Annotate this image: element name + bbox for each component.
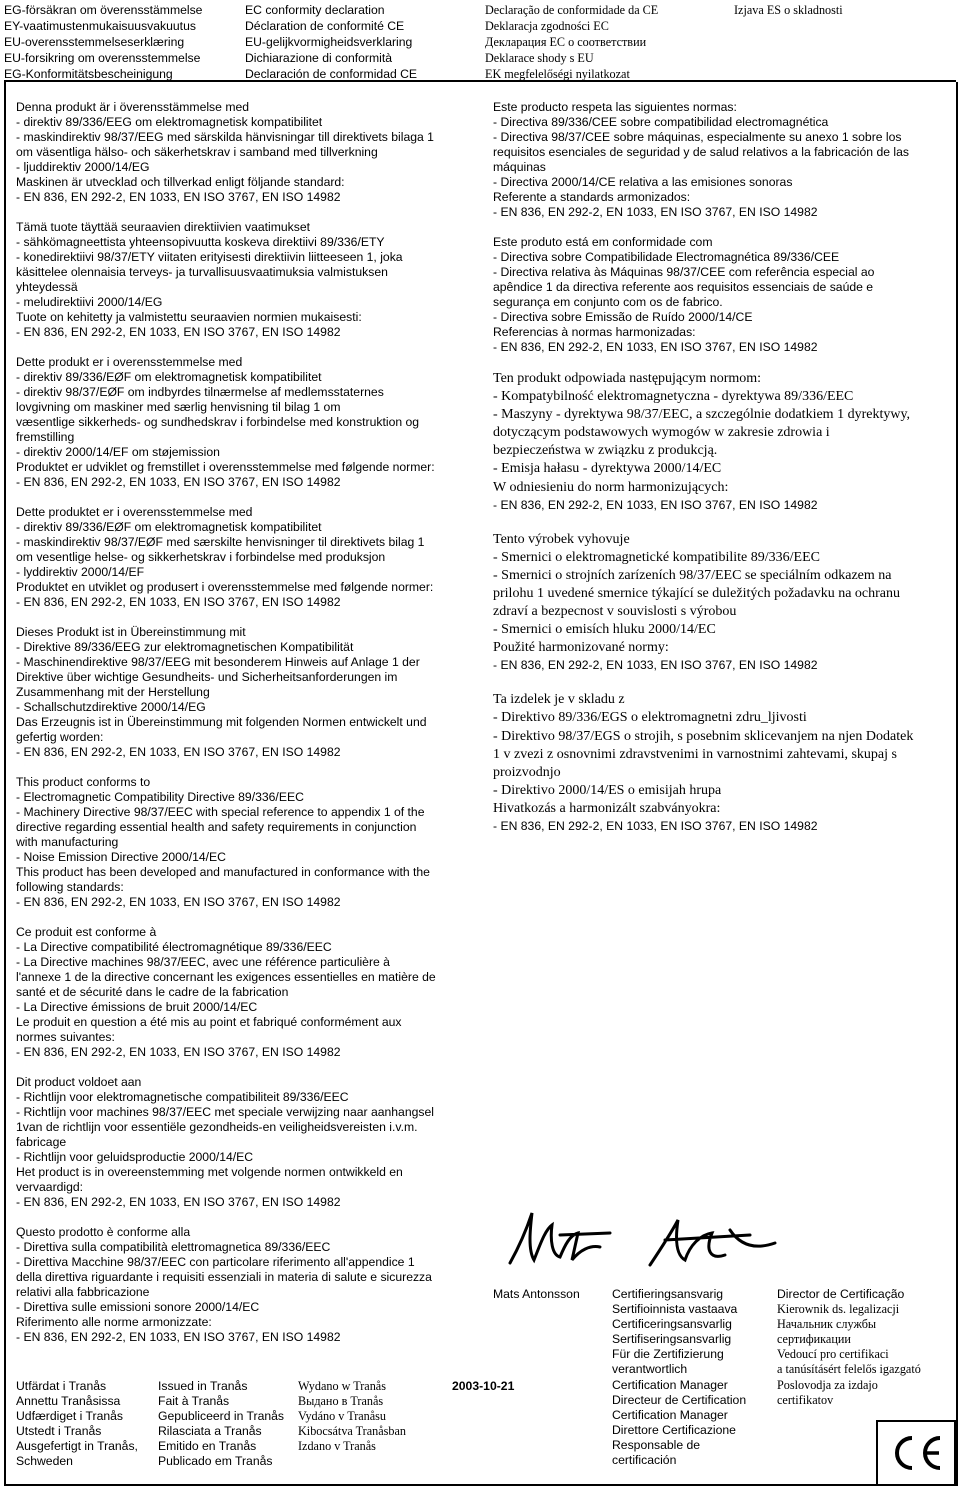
text-line: om vesentlige helse- og sikkerhetskrav i forbindelse med produksjon — [16, 550, 386, 564]
text-line: - EN 836, EN 292-2, EN 1033, EN ISO 3767, EN ISO 14982 — [16, 1330, 341, 1344]
text-line: - Direktivo 89/336/EGS o elektromagnetni zdru_ljivosti — [493, 710, 807, 726]
text-line: - Maszyny - dyrektywa 98/37/EEC, a szczególnie dodatkiem 1 dyrektywy, — [493, 407, 911, 423]
text-line: - Machinery Directive 98/37/EEC with special reference to appendix 1 of the — [16, 805, 425, 819]
header-line: Declaração de conformidade da CE — [485, 3, 659, 17]
left-column — [16, 100, 486, 1360]
text-line: fremstilling — [16, 430, 75, 444]
role-line: Vedoucí pro certifikaci — [777, 1347, 889, 1362]
issued-line: Annettu Tranåsissa — [16, 1394, 121, 1409]
text-line: - EN 836, EN 292-2, EN 1033, EN ISO 3767, EN ISO 14982 — [16, 595, 341, 609]
text-line: following standards: — [16, 880, 124, 894]
text-line: yhteydessä — [16, 280, 78, 294]
text-line: W odniesieniu do norm harmonizujących: — [493, 479, 729, 495]
header-col-3 — [485, 2, 658, 82]
text-line: - Schallschutzdirektive 2000/14/EG — [16, 700, 206, 714]
text-line: - Directiva sobre Emissão de Ruído 2000/14/CE — [493, 310, 753, 324]
text-line: This product has been developed and manufactured in conformance with the — [16, 865, 430, 879]
text-line: Použité harmonizované normy: — [493, 640, 669, 656]
text-line: - Direttiva sulla compatibilità elettromagnetica 89/336/EEC — [16, 1240, 331, 1254]
declaration-block — [16, 505, 486, 610]
text-line: - EN 836, EN 292-2, EN 1033, EN ISO 3767, EN ISO 14982 — [16, 1195, 341, 1209]
header-line: Deklaracja zgodności EC — [485, 19, 609, 33]
text-line: - EN 836, EN 292-2, EN 1033, EN ISO 3767, EN ISO 14982 — [16, 325, 341, 339]
text-line: - meludirektiivi 2000/14/EG — [16, 295, 163, 309]
text-line: - Electromagnetic Compatibility Directive 89/336/EEC — [16, 790, 304, 804]
declaration-block — [16, 625, 486, 760]
text-line: l'annexe 1 de la directive concernant les exigences essentielles en matière de — [16, 970, 436, 984]
text-line: Das Erzeugnis ist in Übereinstimmung mit folgenden Normen entwickelt und — [16, 715, 427, 729]
text-line: - Emisja hałasu - dyrektywa 2000/14/EC — [493, 461, 722, 477]
header-col-2 — [245, 2, 417, 82]
text-line: zdraví a bezpecnost v souvislosti s výrobou — [493, 604, 737, 620]
text-line: Le produit en question a été mis au point et fabriqué conformément aux — [16, 1015, 402, 1029]
right-column — [493, 100, 948, 852]
issued-line: Fait à Tranås — [158, 1394, 230, 1409]
declaration-block — [493, 100, 948, 220]
text-line: - Direttiva sulle emissioni sonore 2000/14/EC — [16, 1300, 260, 1314]
header-line: EU-forsikring om overensstemmelse — [4, 51, 201, 65]
text-line: - La Directive machines 98/37/EEC, avec une référence particulière à — [16, 955, 390, 969]
issued-line: Rilasciata a Tranås — [158, 1424, 262, 1439]
text-line: - Direktivo 2000/14/ES o emisijah hrupa — [493, 782, 722, 798]
text-line: Ce produit est conforme à — [16, 925, 157, 939]
role-line: Certifieringsansvarig — [612, 1287, 724, 1301]
issued-line: Ausgefertigt in Tranås, — [16, 1439, 138, 1454]
text-line: Direktive über wichtige Gesundheits- und Sicherheitsanforderungen im — [16, 670, 398, 684]
header-line: Декларация ЕС о соответствии — [485, 35, 647, 49]
ce-mark — [876, 1420, 956, 1486]
role-line: Sertifiseringsansvarlig — [612, 1332, 732, 1347]
text-line: - Richtlijn voor elektromagnetische compatibiliteit 89/336/EEC — [16, 1090, 349, 1104]
header-line: EG-försäkran om överensstämmelse — [4, 3, 203, 17]
header — [4, 0, 956, 82]
text-line: - Noise Emission Directive 2000/14/EC — [16, 850, 226, 864]
text-line: - maskindirektiv 98/37/EØF med særskilte henvisninger til direktivets bilag 1 — [16, 535, 425, 549]
text-line: 1van de richtlijn voor essentiële gezondheids-en veiligheidsvereisten i.v.m. — [16, 1120, 418, 1134]
text-line: Dit product voldoet aan — [16, 1075, 142, 1089]
role-line: Certification Manager — [612, 1377, 728, 1392]
text-line: - EN 836, EN 292-2, EN 1033, EN ISO 3767, EN ISO 14982 — [493, 205, 818, 219]
issued-col-2 — [158, 1379, 284, 1470]
text-line: vervaardigd: — [16, 1180, 84, 1194]
header-line: Declaración de conformidad CE — [245, 67, 418, 81]
signature-image — [500, 1205, 800, 1275]
text-line: - Smernici o strojních zarízeních 98/37/EEC se speciálním odkazem na — [493, 567, 892, 583]
text-line: prilohu 1 uvedené smernice týkající se duležitých požadavku na ochranu — [493, 585, 901, 601]
declaration-block — [493, 235, 948, 355]
text-line: - Richtlijn voor machines 98/37/EEC met speciale verwijzing naar aanhangsel — [16, 1105, 434, 1119]
text-line: della direttiva riguardante i requisiti essenziali in materia di salute e sicurezza — [16, 1270, 432, 1284]
text-line: Maskinen är utvecklad och tillverkad enligt följande standard: — [16, 175, 345, 189]
role-line: Für die Zertifizierung — [612, 1347, 724, 1362]
declaration-block — [16, 220, 486, 340]
header-line: Déclaration de conformité CE — [245, 19, 405, 33]
text-line: - EN 836, EN 292-2, EN 1033, EN ISO 3767, EN ISO 14982 — [16, 475, 341, 489]
issued-line: Vydáno v Tranåsu — [298, 1409, 387, 1424]
role-line: Certification Manager — [612, 1407, 728, 1422]
text-line: - Directiva sobre Compatibilidade Electromagnética 89/336/CEE — [493, 250, 840, 264]
text-line: käsittelee olennaisia terveys- ja turvallisuusvaatimuksia valmistuksen — [16, 265, 388, 279]
norms-line: - EN 836, EN 292-2, EN 1033, EN ISO 3767, EN ISO 14982 — [493, 818, 818, 833]
text-line: - ljuddirektiv 2000/14/EG — [16, 160, 150, 174]
text-line: - Direktivo 98/37/EGS o strojih, s posebnim sklicevanjem na njen Dodatek — [493, 728, 914, 744]
role-line: certifikatov — [777, 1392, 834, 1407]
role-line: a tanúsításért felelős igazgató — [777, 1362, 921, 1377]
text-line: - maskindirektiv 98/37/EEG med särskilda hänvisningar till direktivets bilaga 1 — [16, 130, 434, 144]
role-line: Poslovodja za izdajo — [777, 1377, 878, 1392]
text-line: - Direttiva Macchine 98/37/EEC con particolare riferimento all'appendice 1 — [16, 1255, 415, 1269]
issued-line: Gepubliceerd in Tranås — [158, 1409, 285, 1424]
text-line: - La Directive compatibilité électromagnétique 89/336/EEC — [16, 940, 332, 954]
text-line: Tento výrobek vyhovuje — [493, 531, 630, 547]
text-line: om väsentliga hälso- och säkerhetskrav i samband med tillverkning — [16, 145, 378, 159]
header-col-1 — [4, 2, 202, 82]
header-line: EG-Konformitätsbescheinigung — [4, 67, 173, 81]
norms-line: - EN 836, EN 292-2, EN 1033, EN ISO 3767, EN ISO 14982 — [493, 658, 818, 673]
text-line: segurança em conjunto com os de fabrico. — [493, 295, 723, 309]
text-line: Tuote on kehitetty ja valmistettu seuraavien normien mukaisesti: — [16, 310, 362, 324]
role-line: Kierownik ds. legalizacji — [777, 1302, 900, 1317]
issued-line: Utfärdat i Tranås — [16, 1379, 107, 1393]
signatory-name: Mats Antonsson — [493, 1287, 580, 1301]
declaration-block — [16, 1075, 486, 1210]
issued-line: Wydano w Tranås — [298, 1379, 386, 1393]
text-line: - Richtlijn voor geluidsproductie 2000/14/EC — [16, 1150, 254, 1164]
text-line: Este produto está em conformidade com — [493, 235, 713, 249]
text-line: - Directiva 98/37/CEE sobre máquinas, especialmente su anexo 1 sobre los — [493, 130, 902, 144]
text-line: gefertig worden: — [16, 730, 104, 744]
text-line: - EN 836, EN 292-2, EN 1033, EN ISO 3767, EN ISO 14982 — [16, 895, 341, 909]
text-line: - direktiv 2000/14/EF om støjemission — [16, 445, 220, 459]
issued-line: Emitido en Tranås — [158, 1439, 257, 1454]
declaration-block — [16, 355, 486, 490]
issued-line: Izdano v Tranås — [298, 1439, 376, 1454]
header-line: Izjava ES o skladnosti — [734, 3, 843, 17]
role-line: Director de Certificação — [777, 1287, 905, 1301]
text-line: - direktiv 98/37/EØF om indbyrdes tilnærmelse af medlemsstaternes — [16, 385, 384, 399]
text-line: bezpieczeństwa w związku z produkcją. — [493, 443, 718, 459]
header-line: Dichiarazione di conformità — [245, 51, 392, 65]
declaration-block — [16, 100, 486, 205]
role-line: verantwortlich — [612, 1362, 688, 1377]
text-line: Ten produkt odpowiada następującym normom: — [493, 371, 762, 386]
header-line: Deklarace shody s EU — [485, 51, 594, 65]
text-line: directive regarding essential health and safety requirements in conjunction — [16, 820, 417, 834]
text-line: - lyddirektiv 2000/14/EF — [16, 565, 145, 579]
role-line: сертификации — [777, 1332, 851, 1347]
role-line: Certificeringsansvarlig — [612, 1317, 732, 1332]
header-line: EY-vaatimustenmukaisuusvakuutus — [4, 19, 196, 33]
text-line: - Directiva relativa às Máquinas 98/37/CEE com referência especial ao — [493, 265, 875, 279]
header-col-4 — [734, 2, 843, 18]
text-line: - EN 836, EN 292-2, EN 1033, EN ISO 3767, EN ISO 14982 — [493, 340, 818, 354]
role-line: Responsable de — [612, 1437, 701, 1452]
declaration-block — [493, 531, 948, 674]
text-line: Hivatkozás a harmonizált szabványokra: — [493, 800, 721, 816]
text-line: - konedirektiivi 98/37/ETY viitaten erityisesti direktiivin liitteeseen 1, joka — [16, 250, 403, 264]
text-line: Ta izdelek je v skladu z — [493, 692, 625, 708]
header-line: EK megfelelőségi nyilatkozat — [485, 67, 630, 81]
text-line: Dieses Produkt ist in Übereinstimmung mit — [16, 625, 246, 639]
text-line: - EN 836, EN 292-2, EN 1033, EN ISO 3767, EN ISO 14982 — [16, 745, 341, 759]
issued-col-1 — [16, 1379, 138, 1470]
text-line: lovgivning om maskiner med særlig henvisning til bilag 1 om — [16, 400, 341, 414]
declaration-block — [493, 370, 948, 513]
text-line: Denna produkt är i överensstämmelse med — [16, 100, 250, 114]
issued-line: Publicado em Tranås — [158, 1454, 273, 1469]
role-line: Directeur de Certification — [612, 1392, 747, 1407]
text-line: - sähkömagneettista yhteensopivuutta koskeva direktiivi 89/336/ETY — [16, 235, 385, 249]
norms-line: - EN 836, EN 292-2, EN 1033, EN ISO 3767, EN ISO 14982 — [493, 497, 818, 512]
text-line: Dette produktet er i overensstemmelse med — [16, 505, 253, 519]
text-line: santé et de sécurité dans le cadre de la fabrication — [16, 985, 289, 999]
text-line: dotyczącym podstawowych wymogów w zakresie zdrowia i — [493, 425, 830, 441]
text-line: - Maschinendirektive 98/37/EEG mit besonderem Hinweis auf Anlage 1 der — [16, 655, 420, 669]
text-line: Referencias à normas harmonizadas: — [493, 325, 696, 339]
text-line: - EN 836, EN 292-2, EN 1033, EN ISO 3767, EN ISO 14982 — [16, 1045, 341, 1059]
header-line: EC conformity declaration — [245, 3, 385, 17]
text-line: Produktet en utviklet og produsert i overensstemmelse med følgende normer: — [16, 580, 434, 594]
text-line: 1 v zvezi z osnovnimi zdravstvenimi in varnostnimi zahtevami, skupaj s — [493, 746, 897, 762]
roles-list-serif — [777, 1287, 921, 1408]
text-line: - Kompatybilność elektromagnetyczna - dyrektywa 89/336/EEC — [493, 389, 854, 405]
issued-line: Issued in Tranås — [158, 1379, 248, 1393]
issued-line: Выдано в Tranås — [298, 1394, 384, 1409]
role-line: Sertifioinnista vastaava — [612, 1302, 738, 1317]
text-line: apêndice 1 da directiva referente aos requisitos essenciais de saúde e — [493, 280, 874, 294]
text-line: requisitos esenciales de seguridad y de salud relativos a la fabricación de las — [493, 145, 909, 159]
ce-mark-text — [915, 1453, 916, 1454]
text-line: - Smernici o emisích hluku 2000/14/EC — [493, 622, 716, 638]
text-line: - Directiva 89/336/CEE sobre compatibilidad electromagnética — [493, 115, 829, 129]
issued-line: Kibocsátva Tranåsban — [298, 1424, 406, 1439]
declaration-block — [16, 775, 486, 910]
text-line: - direktiv 89/336/EØF om elektromagnetisk kompatibilitet — [16, 370, 322, 384]
declaration-block — [16, 1225, 486, 1345]
text-line: Tämä tuote täyttää seuraavien direktiivien vaatimukset — [16, 220, 310, 234]
role-line: certificación — [612, 1453, 677, 1468]
text-line: Zusammenhang mit der Herstellung — [16, 685, 210, 699]
text-line: with manufacturing — [16, 835, 119, 849]
issued-col-3 — [298, 1379, 406, 1454]
issue-date: 2003-10-21 — [452, 1379, 515, 1393]
text-line: væsentlige sikkerheds- og sundhedskrav i forbindelse med konstruktion og — [16, 415, 420, 429]
text-line: Produktet er udviklet og fremstillet i overensstemmelse med følgende normer: — [16, 460, 435, 474]
header-line: EU-gelijkvormigheidsverklaring — [245, 35, 413, 49]
text-line: Dette produkt er i overensstemmelse med — [16, 355, 243, 369]
issued-line: Schweden — [16, 1454, 73, 1469]
text-line: - Smernici o elektromagnetické kompatibilite 89/336/EEC — [493, 549, 820, 565]
issued-line: Utstedt i Tranås — [16, 1424, 102, 1439]
text-line: relativi alla fabbricazione — [16, 1285, 150, 1299]
declaration-block — [16, 925, 486, 1060]
role-line: Direttore Certificazione — [612, 1422, 736, 1437]
role-line: Начальник службы — [777, 1317, 877, 1332]
text-line: Het product is in overeenstemming met volgende normen ontwikkeld en — [16, 1165, 403, 1179]
text-line: - direktiv 89/336/EEG om elektromagnetisk kompatibilitet — [16, 115, 323, 129]
header-line: EU-overensstemmelseserklæring — [4, 35, 185, 49]
text-line: fabricage — [16, 1135, 67, 1149]
text-line: - Directiva 2000/14/CE relativa a las emisiones sonoras — [493, 175, 793, 189]
text-line: máquinas — [493, 160, 546, 174]
text-line: This product conforms to — [16, 775, 151, 789]
text-line: - direktiv 89/336/EØF om elektromagnetisk kompatibilitet — [16, 520, 322, 534]
text-line: Referente a standards armonizados: — [493, 190, 691, 204]
text-line: Riferimento alle norme armonizzate: — [16, 1315, 212, 1329]
declaration-block — [493, 691, 948, 834]
roles-list — [612, 1287, 746, 1468]
text-line: - La Directive émissions de bruit 2000/14/EC — [16, 1000, 258, 1014]
text-line: normes suivantes: — [16, 1030, 115, 1044]
text-line: - Direktive 89/336/EEG zur elektromagnetischen Kompatibilität — [16, 640, 354, 654]
text-line: Este producto respeta las siguientes normas: — [493, 100, 737, 114]
issued-line: Udfærdiget i Tranås — [16, 1409, 124, 1424]
text-line: - EN 836, EN 292-2, EN 1033, EN ISO 3767, EN ISO 14982 — [16, 190, 341, 204]
text-line: proizvodnjo — [493, 764, 561, 780]
text-line: Questo prodotto è conforme alla — [16, 1225, 191, 1239]
